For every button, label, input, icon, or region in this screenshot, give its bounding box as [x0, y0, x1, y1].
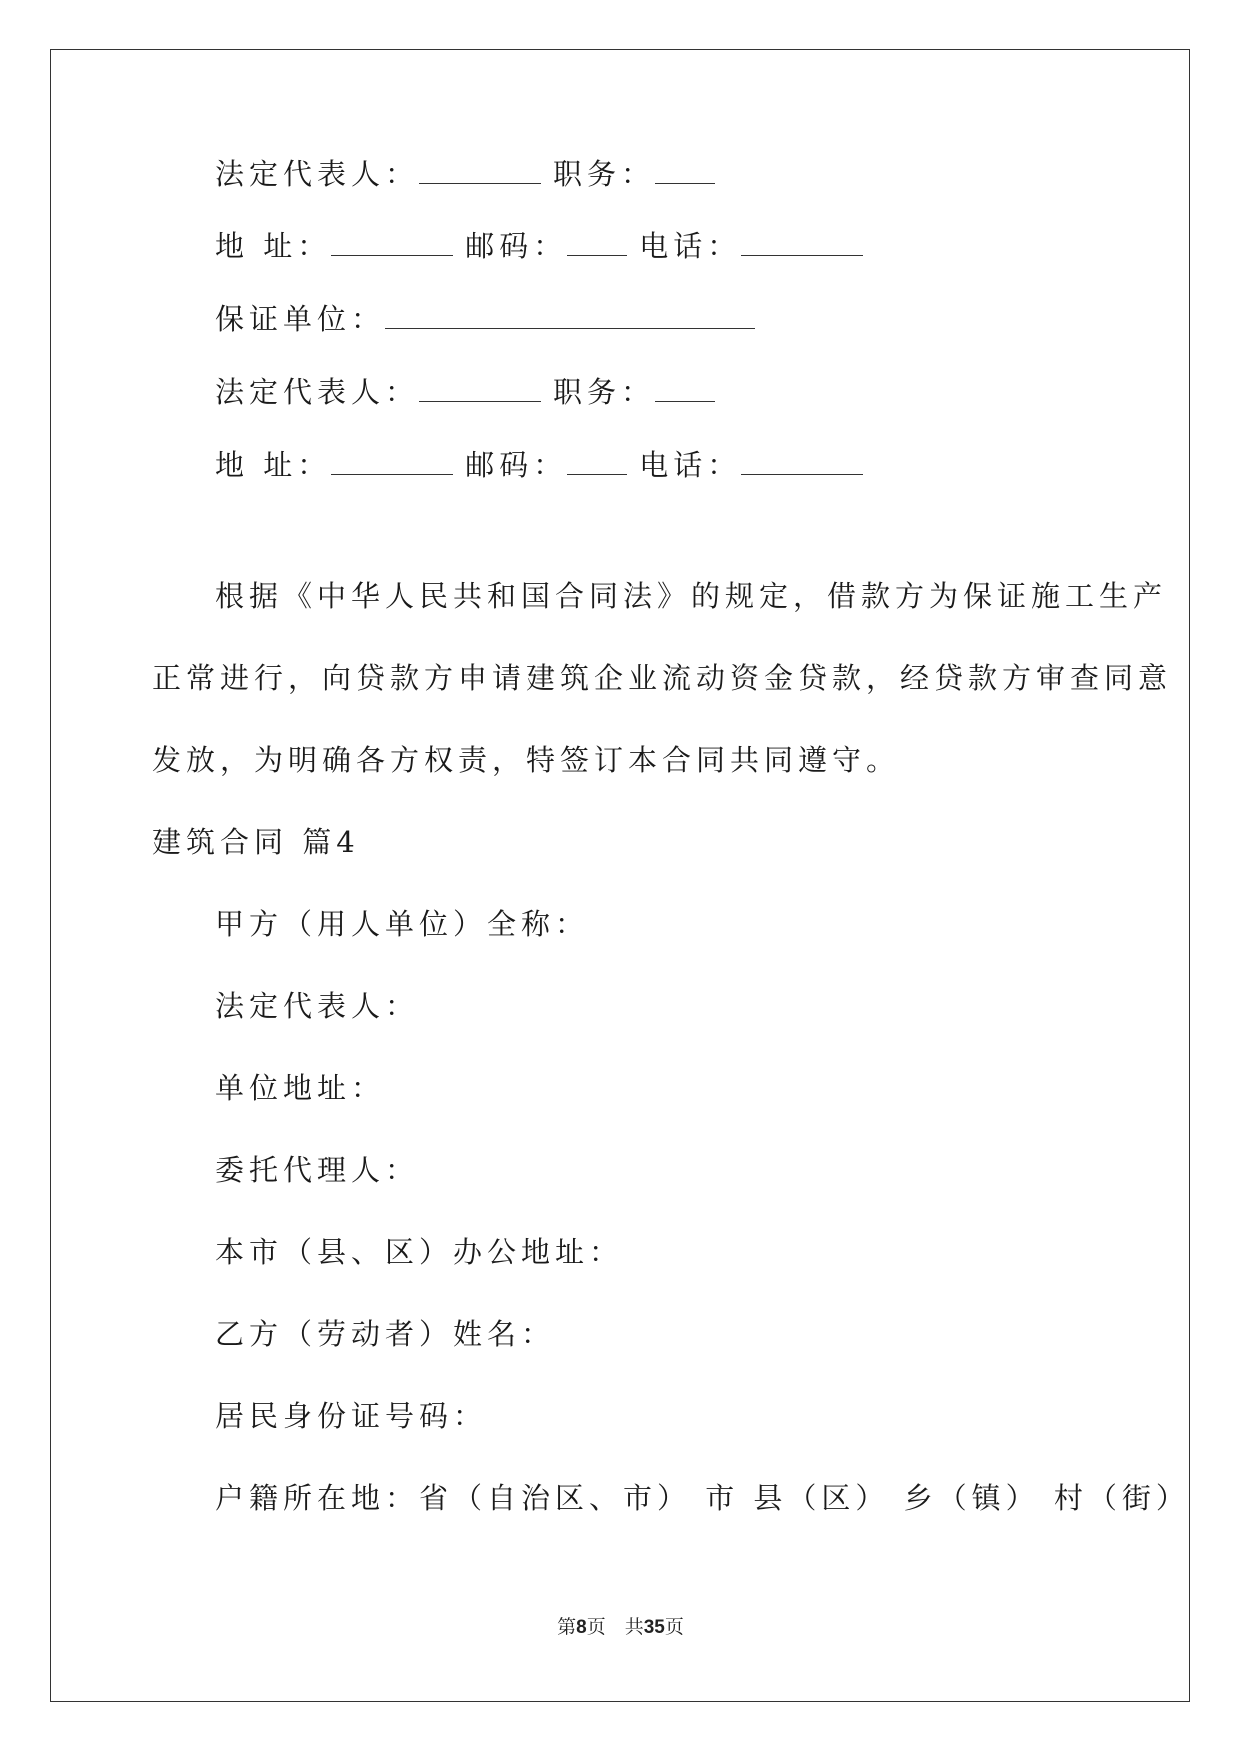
line-address-2	[215, 448, 875, 482]
current-page-number: 8	[576, 1617, 587, 1638]
position-label: 职务：	[553, 157, 656, 191]
blank-field	[567, 452, 627, 475]
blank-field	[331, 452, 453, 475]
line-address-1	[215, 229, 875, 263]
page-footer	[0, 1612, 1241, 1639]
page-border	[50, 49, 1190, 1702]
blank-field	[385, 306, 755, 329]
blank-field	[741, 233, 863, 256]
line-legal-rep-1	[215, 157, 727, 191]
line-legal-rep-2	[215, 375, 727, 409]
field-line: 法定代表人：	[215, 989, 420, 1023]
blank-field	[655, 161, 715, 184]
phone-label: 电话：	[639, 448, 742, 482]
blank-field	[419, 161, 541, 184]
field-line: 乙方（劳动者）姓名：	[215, 1317, 556, 1351]
field-line: 甲方（用人单位）全称：	[215, 907, 590, 941]
blank-field	[419, 379, 541, 402]
postcode-label: 邮码：	[465, 448, 568, 482]
address-label: 地 址：	[215, 229, 332, 263]
field-line: 单位地址：	[215, 1071, 386, 1105]
footer-suffix: 页	[664, 1616, 684, 1638]
legal-rep-label: 法定代表人：	[215, 157, 420, 191]
address-label: 地 址：	[215, 448, 332, 482]
blank-field	[331, 233, 453, 256]
phone-label: 电话：	[639, 229, 742, 263]
paragraph-line: 发放，为明确各方权责，特签订本合同共同遵守。	[152, 743, 901, 777]
section-heading: 建筑合同 篇4	[152, 825, 360, 859]
blank-field	[567, 233, 627, 256]
field-line: 本市（县、区）办公地址：	[215, 1235, 624, 1269]
footer-mid: 页 共	[586, 1616, 644, 1638]
paragraph-line: 根据《中华人民共和国合同法》的规定，借款方为保证施工生产	[215, 579, 1168, 613]
guarantor-label: 保证单位：	[215, 302, 386, 336]
field-line: 居民身份证号码：	[215, 1399, 488, 1433]
footer-prefix: 第	[557, 1616, 577, 1638]
blank-field	[655, 379, 715, 402]
field-line: 户籍所在地：省（自治区、市） 市 县（区） 乡（镇） 村（街）	[215, 1481, 1190, 1515]
postcode-label: 邮码：	[465, 229, 568, 263]
total-page-number: 35	[643, 1617, 665, 1638]
line-guarantor	[215, 302, 767, 336]
paragraph-line: 正常进行，向贷款方申请建筑企业流动资金贷款，经贷款方审查同意	[152, 661, 1173, 695]
field-line: 委托代理人：	[215, 1153, 420, 1187]
blank-field	[741, 452, 863, 475]
legal-rep-label: 法定代表人：	[215, 375, 420, 409]
position-label: 职务：	[553, 375, 656, 409]
